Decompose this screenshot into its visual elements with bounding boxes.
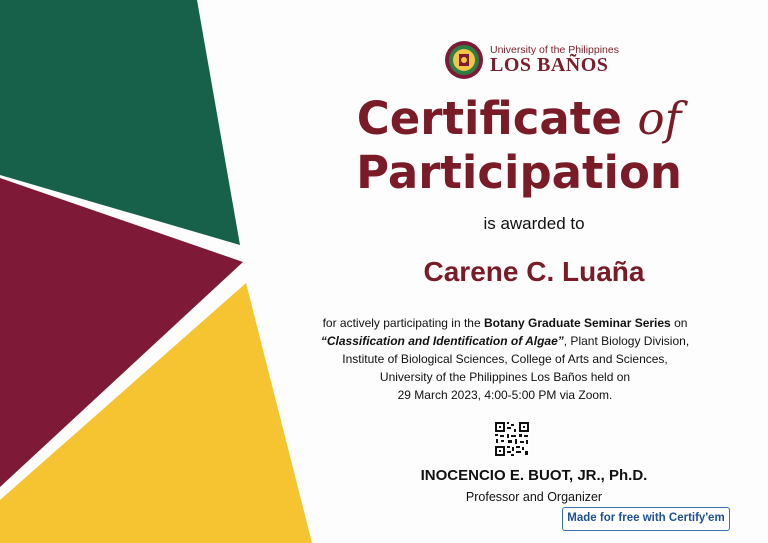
description-line5: 29 March 2023, 4:00-5:00 PM via Zoom. <box>397 388 613 402</box>
series-name: Botany Graduate Seminar Series <box>483 316 671 330</box>
qr-code-icon[interactable] <box>494 421 530 457</box>
description-line3: Institute of Biological Sciences, College of Arts and Sciences, <box>342 352 668 366</box>
signatory-name: INOCENCIO E. BUOT, JR., Ph.D. <box>420 467 648 484</box>
certificate-title <box>0 92 768 146</box>
university-logo <box>444 40 619 82</box>
up-seal-icon <box>444 40 484 80</box>
description-line4: University of the Philippines Los Baños held on <box>379 370 631 384</box>
university-name: University of the Philippines <box>490 44 619 56</box>
recipient-name: Carene C. Luaña <box>423 256 645 287</box>
description <box>296 314 714 404</box>
awarded-text: is awarded to <box>483 214 585 233</box>
description-line2: “Classification and Identification of Algae”, Plant Biology Division, <box>320 334 690 348</box>
description-line1: for actively participating in the Botany Graduate Seminar Series on <box>322 316 688 330</box>
certificate-title-line2: Participation <box>356 146 682 199</box>
certifyem-badge[interactable]: Made for free with Certify'em <box>562 507 730 531</box>
seminar-topic: “Classification and Identification of Algae” <box>320 334 564 348</box>
title-of: of <box>637 92 682 145</box>
campus-name: LOS BAÑOS <box>490 54 609 76</box>
signatory-role: Professor and Organizer <box>465 490 603 504</box>
title-word: Certificate <box>356 92 622 145</box>
